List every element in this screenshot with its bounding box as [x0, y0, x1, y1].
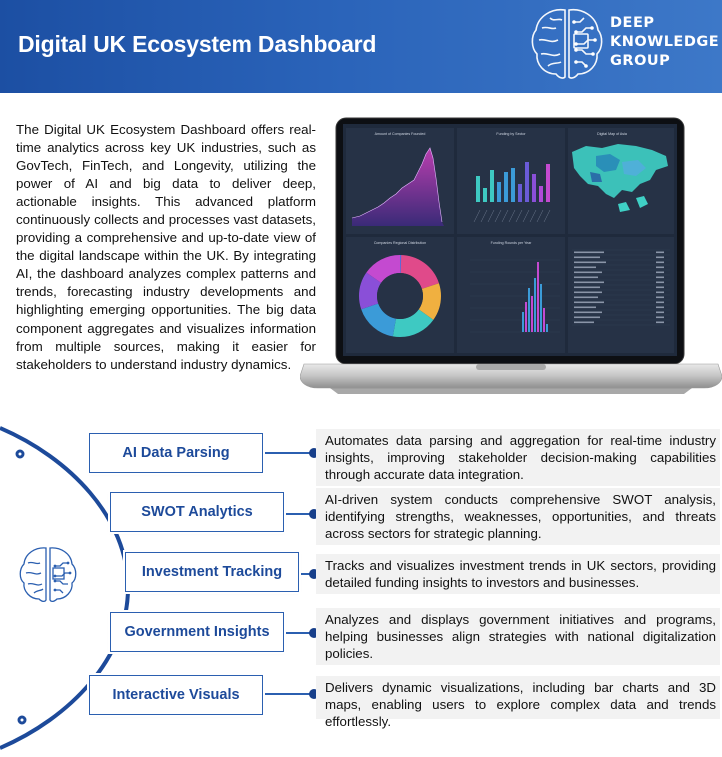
- page-title: Digital UK Ecosystem Dashboard: [18, 31, 377, 57]
- feature-label-ai-data-parsing: AI Data Parsing: [89, 433, 263, 473]
- connector-line: [262, 452, 316, 454]
- panel-title-companies-founded: Amount of Companies Founded: [374, 132, 426, 136]
- header-banner: [0, 0, 722, 93]
- panel-title-regional-distribution: Companies Regional Distribution: [373, 241, 427, 245]
- logo-line-group: GROUP: [610, 53, 671, 69]
- panel-companies-founded: [346, 128, 454, 234]
- feature-label-investment-tracking: Investment Tracking: [125, 552, 299, 592]
- feature-description-government-insights: Analyzes and displays government initiatives and programs, helping businesses align strategies with national digitalization policies.: [316, 608, 720, 665]
- feature-label-swot-analytics: SWOT Analytics: [110, 492, 284, 532]
- panel-funding-by-sector: [457, 128, 565, 234]
- feature-description-ai-data-parsing: Automates data parsing and aggregation for real-time industry insights, improving stakeholder decision-making capabilities through accurate data integration.: [316, 429, 720, 486]
- panel-regional-distribution: [346, 237, 454, 353]
- feature-label-government-insights: Government Insights: [110, 612, 284, 652]
- feature-description-swot-analytics: AI-driven system conducts comprehensive SWOT analysis, identifying strengths, weaknesses, opportunities, and threats across sectors for strategic planning.: [316, 488, 720, 545]
- panel-digital-map: [568, 128, 674, 234]
- panel-title-funding-by-sector: Funding by Sector: [496, 132, 526, 136]
- panel-title-funding-rounds-year: Funding Rounds per Year: [490, 241, 532, 245]
- feature-description-interactive-visuals: Delivers dynamic visualizations, including bar charts and 3D maps, enabling users to explore complex data and trends effortlessly.: [316, 676, 720, 719]
- brain-circuit-logo-icon: [528, 4, 606, 84]
- brain-circuit-icon: [17, 543, 79, 605]
- panel-title-digital-map: Digital Map of Asia: [597, 132, 627, 136]
- company-logo-text: [610, 14, 720, 71]
- laptop-dashboard-illustration: [300, 112, 722, 402]
- panel-data-table: [568, 237, 674, 353]
- feature-description-investment-tracking: Tracks and visualizes investment trends in UK sectors, providing detailed funding insights to investors and businesses.: [316, 554, 720, 594]
- connector-line: [262, 693, 316, 695]
- intro-paragraph: The Digital UK Ecosystem Dashboard offers real-time analytics across key UK industries, such as GovTech, FinTech, and Longevity, utilizing the power of AI and big data to deliver deep, actionable insights. This advanced platform continuously collects and processes vast datasets, providing a comprehensive and up-to-date view of the digital landscape within the UK. By integrating AI, the dashboard analyzes complex patterns and trends, forecasting industry developments and highlighting emerging opportunities. The big data component aggregates and visualizes information from multiple sources, making it easier for stakeholders to understand industry dynamics.: [16, 122, 316, 372]
- logo-line-deep: DEEP: [610, 15, 655, 31]
- panel-funding-rounds-year: [457, 237, 565, 353]
- logo-line-knowledge: KNOWLEDGE: [610, 34, 720, 50]
- feature-label-interactive-visuals: Interactive Visuals: [89, 675, 263, 715]
